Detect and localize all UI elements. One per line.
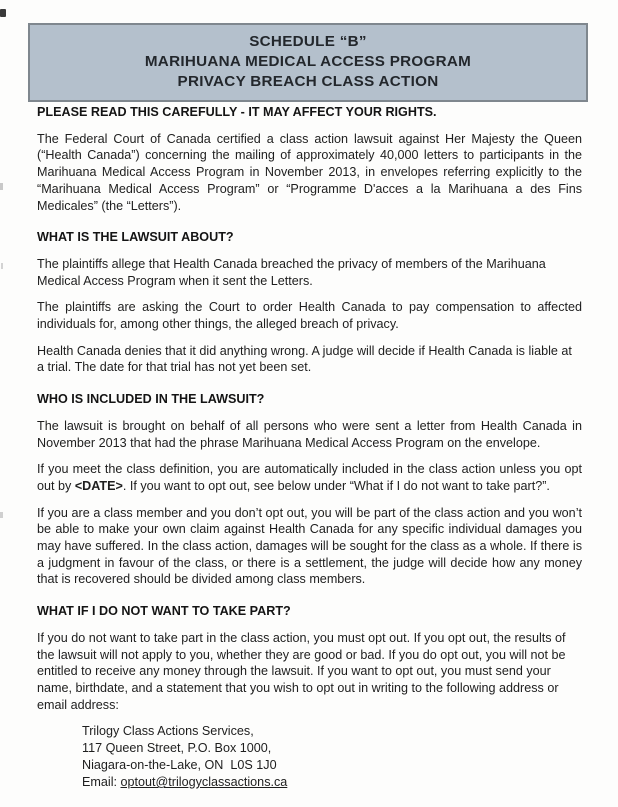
section-heading-included: WHO IS INCLUDED IN THE LAWSUIT? xyxy=(37,392,265,407)
scan-artifact xyxy=(0,512,3,518)
opt-out-address-block xyxy=(82,723,582,791)
included-paragraph-3: If you are a class member and you don’t opt out, you will be part of the class action and you won’t be able to make your own claim against Health Canada for any specific individual damages you may have suffered. In the class action, damages will be sought for the class as a whole. If there is a judgment in favour of the class, or there is a settlement, the judge will decide how any money that is recovered should be divided among class members. xyxy=(37,505,582,587)
address-line-city: Niagara-on-the-Lake, ON L0S 1J0 xyxy=(82,758,277,773)
about-paragraph-1: The plaintiffs allege that Health Canada breached the privacy of members of the Marihuana Medical Access Program when it sent the Letters. xyxy=(37,256,546,288)
address-line-email xyxy=(82,774,582,791)
scan-artifact xyxy=(1,263,3,269)
title-line-program: MARIHUANA MEDICAL ACCESS PROGRAM xyxy=(144,53,472,70)
intro-paragraph: The Federal Court of Canada certified a class action lawsuit against Her Majesty the Queen (“Health Canada”) concerning the mailing of approximately 40,000 letters to participants in the Marihuana Medical Access Program in November 2013, in envelopes referring explicitly to the “Marihuana Medical Access Program” or “Programme D'acces a la Marihuana a des Fins Medicales” (the “Letters”). xyxy=(37,131,582,213)
opt-out-date-placeholder: <DATE> xyxy=(74,478,123,493)
scan-artifact xyxy=(0,183,3,190)
included-paragraph-2 xyxy=(37,461,582,494)
opt-out-email-link: optout@trilogyclassactions.ca xyxy=(120,775,288,790)
opt-out-paragraph-1: If you do not want to take part in the class action, you must opt out. If you opt out, the results of the lawsuit will not apply to you, whether they are good or bad. If you do opt out, you will not be entitled to receive any money through the lawsuit. If you want to opt out, you must send your name, birthdate, and a statement that you wish to opt out in writing to the following address or email address: xyxy=(37,630,566,712)
scan-artifact xyxy=(0,9,6,17)
opt-out-deadline-text: If you meet the class definition, you are automatically included in the class action unless you opt out by xyxy=(37,462,582,493)
section-heading-about: WHAT IS THE LAWSUIT ABOUT? xyxy=(37,230,234,245)
title-line-schedule: SCHEDULE “B” xyxy=(249,33,367,50)
about-paragraph-2: The plaintiffs are asking the Court to order Health Canada to pay compensation to affected individuals for, among other things, the alleged breach of privacy. xyxy=(37,300,582,332)
document-body xyxy=(37,104,582,791)
section-heading-opt-out: WHAT IF I DO NOT WANT TO TAKE PART? xyxy=(37,604,291,619)
email-label: Email: xyxy=(82,775,121,790)
included-paragraph-1: The lawsuit is brought on behalf of all persons who were sent a letter from Health Canada in November 2013 that had the phrase Marihuana Medical Access Program on the envelope. xyxy=(37,418,582,450)
about-paragraph-3: Health Canada denies that it did anything wrong. A judge will decide if Health Canada is liable at a trial. The date for that trial has not yet been set. xyxy=(37,343,572,375)
address-line-name: Trilogy Class Actions Services, xyxy=(82,724,254,739)
title-line-class-action: PRIVACY BREACH CLASS ACTION xyxy=(177,73,439,90)
address-line-street: 117 Queen Street, P.O. Box 1000, xyxy=(82,741,272,756)
opt-out-deadline-text-after: . If you want to opt out, see below under “What if I do not want to take part?”. xyxy=(122,478,550,493)
notice-heading: PLEASE READ THIS CAREFULLY - IT MAY AFFECT YOUR RIGHTS. xyxy=(37,105,437,119)
document-title-box xyxy=(28,23,588,102)
